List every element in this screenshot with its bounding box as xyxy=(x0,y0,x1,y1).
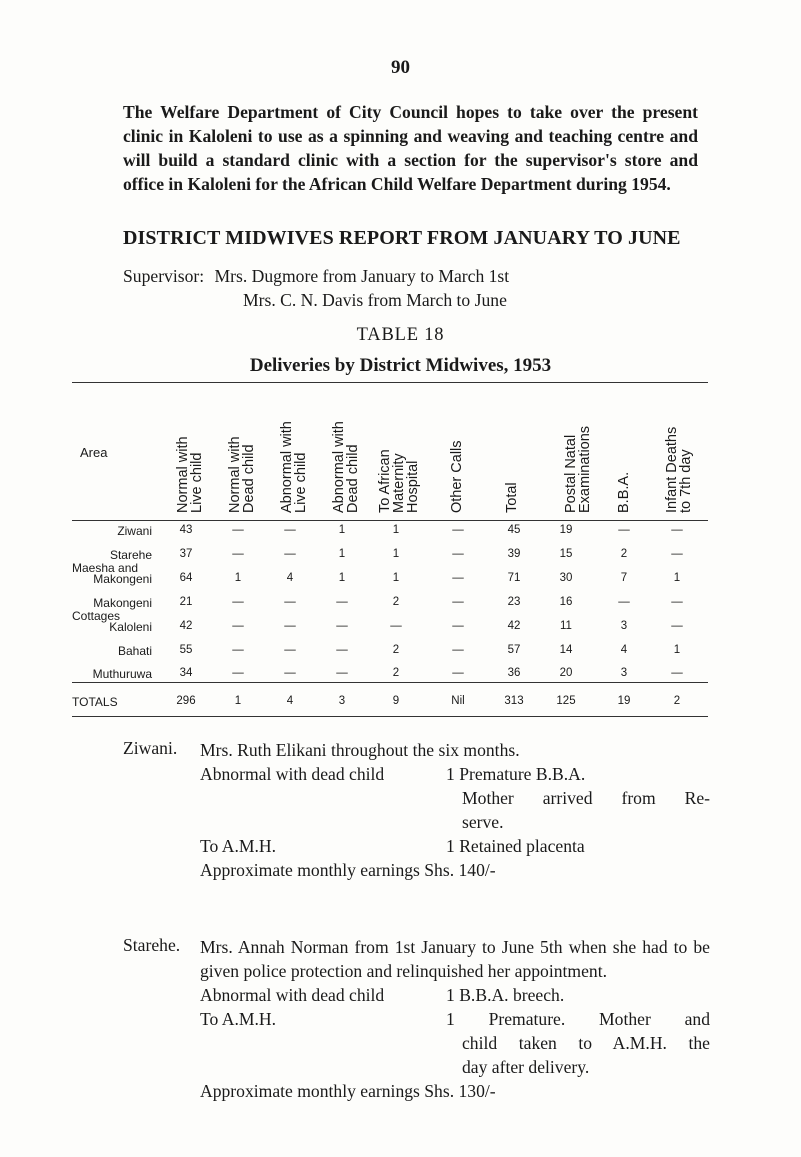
table-cell: 2 xyxy=(392,667,400,679)
table-cell: 30 xyxy=(559,572,573,584)
table-cell: 1 xyxy=(338,572,346,584)
table-cell: — xyxy=(284,596,296,608)
col-header-infant-deaths: Infant Deaths to 7th day xyxy=(664,426,694,513)
report-heading: DISTRICT MIDWIVES REPORT FROM JANUARY TO JUNE xyxy=(123,227,681,249)
row-area-prefix: Maesha and xyxy=(72,561,139,575)
table-cell: 1 xyxy=(338,548,346,560)
starehe-row2-left: To A.M.H. xyxy=(200,1009,276,1029)
starehe-row-1 xyxy=(200,983,710,1007)
table-cell: 37 xyxy=(179,548,193,560)
table-cell: — xyxy=(284,644,296,656)
table-cell: 1 xyxy=(234,572,242,584)
table-cell: 45 xyxy=(507,524,521,536)
table-cell: — xyxy=(452,644,464,656)
table-header-rule xyxy=(72,520,708,521)
table-cell: 20 xyxy=(559,667,573,679)
col-header-other-calls: Other Calls xyxy=(449,440,465,513)
supervisor-label: Supervisor: xyxy=(123,266,205,286)
table-cell: — xyxy=(618,524,630,536)
table-cell: — xyxy=(284,524,296,536)
col-header-abnormal-live: Abnormal with Live child xyxy=(279,421,309,513)
starehe-row-2 xyxy=(200,1007,710,1031)
table-cell: — xyxy=(232,548,244,560)
ziwani-row1-left: Abnormal with dead child xyxy=(200,764,385,784)
table-totals-rule xyxy=(72,682,708,683)
table-cell: 57 xyxy=(507,644,521,656)
row-area: Starehe xyxy=(109,548,152,562)
ziwani-row1-cont2: serve. xyxy=(462,812,504,832)
table-title: Deliveries by District Midwives, 1953 xyxy=(249,355,552,376)
totals-cell: 2 xyxy=(673,695,681,707)
row-area: Bahati xyxy=(117,644,152,658)
ziwani-line-1: Mrs. Ruth Elikani throughout the six months. xyxy=(200,740,520,760)
table-cell: — xyxy=(671,667,683,679)
table-cell: 55 xyxy=(179,644,193,656)
table-cell: — xyxy=(452,548,464,560)
table-cell: — xyxy=(390,620,402,632)
table-cell: 1 xyxy=(338,524,346,536)
table-cell: — xyxy=(232,644,244,656)
table-cell: 2 xyxy=(392,596,400,608)
table-cell: 3 xyxy=(620,620,628,632)
col-header-to-ama-hospital: To African Maternity Hospital xyxy=(377,449,421,513)
table-cell: 36 xyxy=(507,667,521,679)
starehe-paragraph: Mrs. Annah Norman from 1st January to June 5th when she had to be given police protection and relinquished her appointment. xyxy=(200,937,710,981)
table-number: TABLE 18 xyxy=(356,325,445,345)
table-cell: 71 xyxy=(507,572,521,584)
totals-cell: 4 xyxy=(286,695,294,707)
table-cell: — xyxy=(232,667,244,679)
starehe-row1-right: 1 B.B.A. breech. xyxy=(446,985,565,1005)
col-header-normal-live: Normal with Live child xyxy=(175,436,205,513)
table-cell: 1 xyxy=(392,572,400,584)
table-cell: 2 xyxy=(392,644,400,656)
table-cell: — xyxy=(452,667,464,679)
starehe-row1-left: Abnormal with dead child xyxy=(200,985,385,1005)
table-cell: — xyxy=(671,524,683,536)
intro-paragraph: The Welfare Department of City Council hopes to take over the present clinic in Kaloleni to use as a spinning and weaving and teaching centre and will build a standard clinic with a section for the supervisor's store and office in Kaloleni for the African Child Welfare Department during 1954. xyxy=(123,102,698,194)
totals-cell: 296 xyxy=(176,695,196,707)
table-cell: 1 xyxy=(673,644,681,656)
table-cell: 2 xyxy=(620,548,628,560)
table-cell: 42 xyxy=(507,620,521,632)
table-cell: — xyxy=(671,596,683,608)
table-cell: — xyxy=(452,620,464,632)
ziwani-row-2 xyxy=(200,834,710,858)
table-cell: — xyxy=(232,620,244,632)
ziwani-row1-cont1: Mother arrived from Re- xyxy=(462,788,710,808)
table-cell: — xyxy=(284,548,296,560)
table-cell: 3 xyxy=(620,667,628,679)
table-cell: 1 xyxy=(673,572,681,584)
table-cell: — xyxy=(336,667,348,679)
starehe-row2-cont2: day after delivery. xyxy=(462,1057,590,1077)
table-cell: 4 xyxy=(286,572,294,584)
table-cell: 39 xyxy=(507,548,521,560)
supervisor-line-2: Mrs. C. N. Davis from March to June xyxy=(243,290,507,310)
table-cell: — xyxy=(671,620,683,632)
row-area: Ziwani xyxy=(117,524,152,538)
row-area-prefix: Cottages xyxy=(72,609,121,623)
table-cell: 34 xyxy=(179,667,193,679)
totals-cell: 9 xyxy=(392,695,400,707)
totals-cell: 3 xyxy=(338,695,346,707)
table-bottom-rule xyxy=(72,716,708,717)
table-cell: 11 xyxy=(560,620,572,632)
table-cell: — xyxy=(452,596,464,608)
table-cell: 43 xyxy=(179,524,193,536)
supervisor-name-1: Mrs. Dugmore from January to March 1st xyxy=(214,266,510,286)
table-cell: — xyxy=(452,572,464,584)
table-cell: 15 xyxy=(559,548,573,560)
table-cell: 19 xyxy=(559,524,573,536)
totals-cell: 125 xyxy=(556,695,576,707)
table-cell: 23 xyxy=(507,596,521,608)
totals-cell: 313 xyxy=(504,695,524,707)
ziwani-row-1 xyxy=(200,762,710,786)
totals-cell: Nil xyxy=(451,695,465,707)
col-header-total: Total xyxy=(504,482,520,513)
ziwani-row2-right: 1 Retained placenta xyxy=(446,836,585,856)
table-cell: 16 xyxy=(559,596,573,608)
row-area: Makongeni xyxy=(93,572,152,586)
table-cell: 21 xyxy=(179,596,193,608)
starehe-label: Starehe. xyxy=(123,935,181,955)
table-cell: — xyxy=(336,644,348,656)
table-cell: — xyxy=(284,667,296,679)
totals-cell: 19 xyxy=(617,695,631,707)
page-number: 90 xyxy=(391,57,410,78)
table-cell: 64 xyxy=(179,572,193,584)
ziwani-row1-right: 1 Premature B.B.A. xyxy=(446,764,586,784)
ziwani-row2-left: To A.M.H. xyxy=(200,836,276,856)
table-cell: 1 xyxy=(392,524,400,536)
supervisor-line-1 xyxy=(123,266,509,287)
starehe-row2-right: 1 Premature. Mother and xyxy=(446,1009,710,1029)
table-cell: 42 xyxy=(179,620,193,632)
area-header: Area xyxy=(80,445,108,460)
totals-cell: 1 xyxy=(234,695,242,707)
col-header-bba: B.B.A. xyxy=(616,471,632,513)
table-cell: — xyxy=(671,548,683,560)
table-cell: — xyxy=(284,620,296,632)
table-cell: — xyxy=(232,596,244,608)
col-header-postal-natal: Postal Natal Examinations xyxy=(563,425,593,513)
row-area: Muthuruwa xyxy=(92,667,152,681)
table-cell: — xyxy=(336,620,348,632)
starehe-section xyxy=(200,935,710,1103)
col-header-abnormal-dead: Abnormal with Dead child xyxy=(331,421,361,513)
col-header-normal-dead: Normal with Dead child xyxy=(227,436,257,513)
table-cell: — xyxy=(232,524,244,536)
table-cell: 7 xyxy=(620,572,628,584)
totals-label: TOTALS xyxy=(72,695,118,709)
table-cell: 4 xyxy=(620,644,628,656)
table-cell: 1 xyxy=(392,548,400,560)
ziwani-section xyxy=(200,738,710,882)
ziwani-earnings: Approximate monthly earnings Shs. 140/- xyxy=(200,860,496,880)
table-cell: — xyxy=(452,524,464,536)
row-area: Kaloleni xyxy=(109,620,152,634)
starehe-row2-cont1: child taken to A.M.H. the xyxy=(462,1033,710,1053)
table-cell: — xyxy=(618,596,630,608)
table-top-rule xyxy=(72,382,708,383)
row-area: Makongeni xyxy=(93,596,152,610)
table-cell: — xyxy=(336,596,348,608)
starehe-earnings: Approximate monthly earnings Shs. 130/- xyxy=(200,1081,496,1101)
ziwani-label: Ziwani. xyxy=(123,738,178,758)
table-cell: 14 xyxy=(559,644,573,656)
